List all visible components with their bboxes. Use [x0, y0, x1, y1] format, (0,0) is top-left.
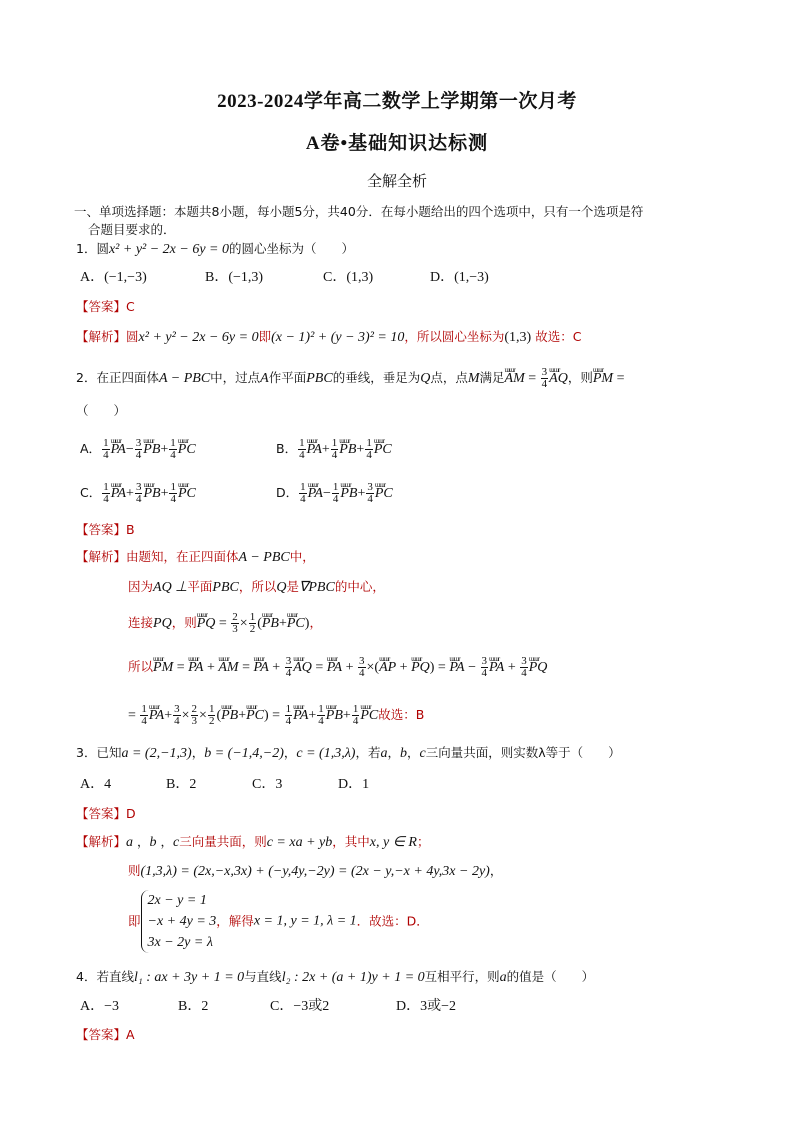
q1-option-c: C．(1,3) [323, 270, 374, 285]
q1-option-a: A．(−1,−3) [80, 270, 147, 285]
q2-option-c: C． $\frac{1}{4}$ ɯɯr PA+ $\frac{3}{4}$ ɯɯr PB+ $\frac{1}{4}$ ɯɯr PC [80, 482, 196, 505]
document-subtitle: A卷•基础知识达标测 [305, 133, 489, 154]
q4-option-c: C．−3或2 [270, 999, 330, 1014]
q2-paren: （ ） [76, 403, 127, 418]
q3-option-b: B．2 [166, 777, 197, 792]
question-3: 3．已知a = (2,−1,3)，b = (−1,4,−2)，c = (1,3,λ)，若a，b，c三向量共面，则实数λ等于（ ） [76, 745, 621, 761]
q1-option-b: B．(−1,3) [205, 270, 264, 285]
q4-answer: 【答案】A [76, 1027, 135, 1042]
q4-option-d: D．3或−2 [396, 999, 457, 1014]
q2-analysis-2: 因为AQ ⊥平面PBC，所以Q是∇PBC的中心， [128, 579, 385, 595]
q3-option-d: D．1 [338, 777, 370, 792]
q1-answer: 【答案】C [76, 299, 135, 314]
q4-option-b: B．2 [178, 999, 209, 1014]
q2-analysis-4: 所以ɯɯr PM = ɯɯr PA + ɯɯr AM = ɯɯr PA + $\frac{3}{4}$ ɯɯr AQ = ɯɯr PA + $\frac{3}{4}$ ×(ɯɯr AP + ɯɯr PQ) = ɯɯr PA − $\frac{3}{4}$ ɯɯr PA + $\frac{3}{4}$ ɯɯr PQ [128, 656, 547, 679]
q3-analysis-1: 【解析】a ，b ，c三向量共面，则c = xa + yb，其中x, y ∈ R； [76, 834, 430, 850]
q3-equation-system: 2x − y = 1 −x + 4y = 3 3x − 2y = λ [141, 890, 217, 953]
q2-option-a: A． $\frac{1}{4}$ ɯɯr PA− $\frac{3}{4}$ ɯɯr PB+ $\frac{1}{4}$ ɯɯr PC [80, 438, 196, 461]
document-label: 全解全析 [366, 172, 427, 190]
document-title: 2023-2024学年高二数学上学期第一次月考 [217, 91, 577, 112]
q1-analysis: 【解析】圆x² + y² − 2x − 6y = 0即(x − 1)² + (y − 3)² = 10，所以圆心坐标为(1,3) 故选：C [76, 329, 582, 345]
q3-option-c: C．3 [252, 777, 283, 792]
q3-analysis-2: 则(1,3,λ) = (2x,−x,3x) + (−y,4y,−2y) = (2x − y,−x + 4y,3x − 2y)， [128, 863, 503, 879]
question-2: 2．在正四面体A − PBC中，过点A作平面PBC的垂线，垂足为Q点，点M满足ɯɯr AM = $\frac{3}{4}$ ɯɯr AQ，则ɯɯr PM = [76, 367, 624, 390]
question-1: 1．圆x² + y² − 2x − 6y = 0的圆心坐标为（ ） [76, 241, 355, 257]
q1-option-d: D．(1,−3) [430, 270, 489, 285]
q2-answer: 【答案】B [76, 522, 135, 537]
q2-analysis-5: = $\frac{1}{4}$ ɯɯr PA+ $\frac{3}{4}$ × $\frac{2}{3}$ × $\frac{1}{2}$ (ɯɯr PB+ɯɯr PC) = $\frac{1}{4}$ ɯɯr PA+ $\frac{1}{4}$ ɯɯr PB+ $\frac{1}{4}$ ɯɯr PC故选：B [128, 704, 424, 727]
q2-analysis-1: 【解析】由题知，在正四面体A − PBC中， [76, 549, 315, 565]
q2-option-b: B． $\frac{1}{4}$ ɯɯr PA+ $\frac{1}{4}$ ɯɯr PB+ $\frac{1}{4}$ ɯɯr PC [276, 438, 392, 461]
q2-option-d: D． $\frac{1}{4}$ ɯɯr PA− $\frac{1}{4}$ ɯɯr PB+ $\frac{3}{4}$ ɯɯr PC [276, 482, 393, 505]
section-heading: 一、单项选择题：本题共8小题，每小题5分，共40分．在每小题给出的四个选项中，只有一个选项是符 [74, 204, 644, 219]
q3-analysis-3: 即 2x − y = 1 −x + 4y = 3 3x − 2y = λ ，解得x = 1, y = 1, λ = 1．故选：D． [128, 890, 429, 953]
question-4: 4．若直线l₁ : ax + 3y + 1 = 0与直线l₂ : 2x + (a + 1)y + 1 = 0互相平行，则a的值是（ ） [76, 969, 595, 985]
q2-analysis-3: 连接PQ，则ɯɯr PQ = $\frac{2}{3}$ × $\frac{1}{2}$ (ɯɯr PB+ɯɯr PC)， [128, 612, 322, 635]
section-heading-cont: 合题目要求的． [88, 222, 176, 237]
q3-option-a: A．4 [80, 777, 112, 792]
q4-option-a: A．−3 [80, 999, 120, 1014]
q3-answer: 【答案】D [76, 806, 136, 821]
